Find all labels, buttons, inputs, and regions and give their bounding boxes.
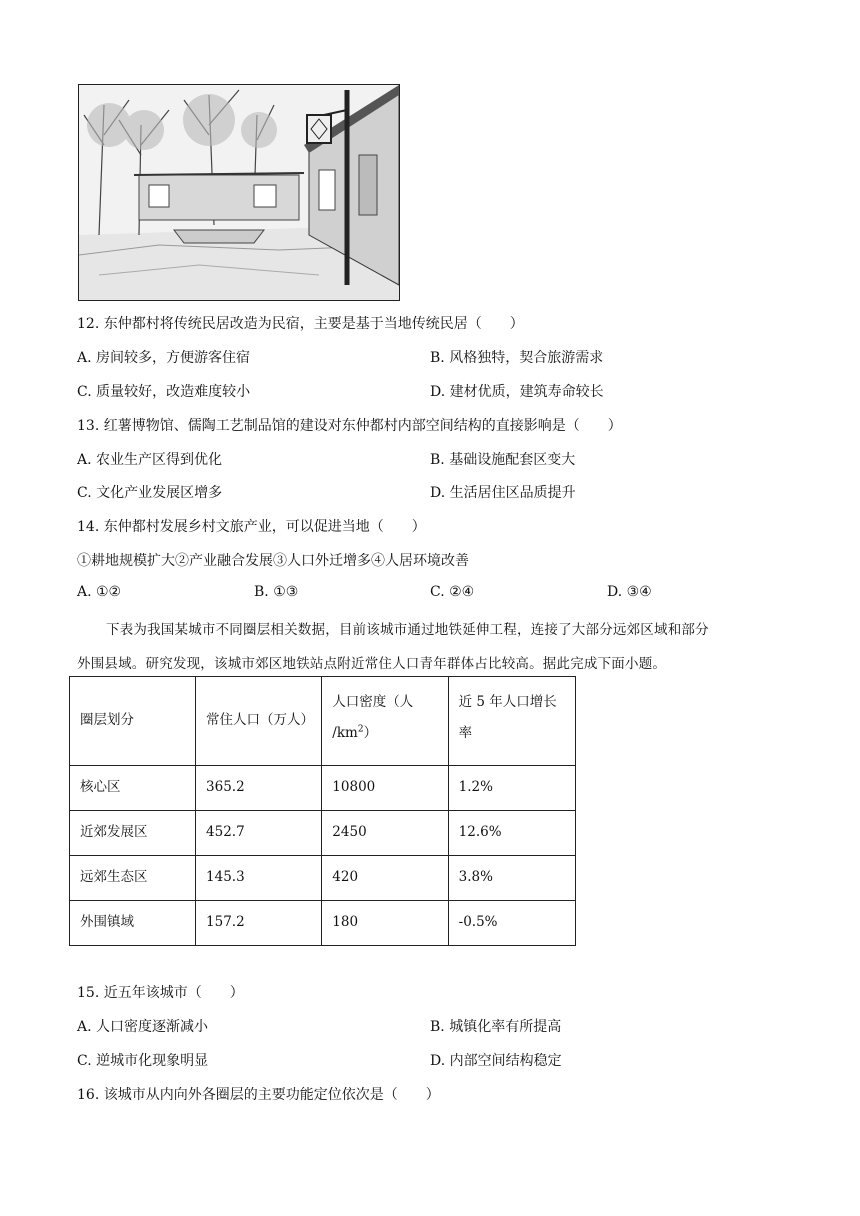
q14-option-b: B. ①③ bbox=[254, 584, 299, 600]
table-row bbox=[70, 901, 576, 946]
q15-option-a: A. 人口密度逐渐减小 bbox=[77, 1019, 209, 1035]
q12-option-c: C. 质量较好，改造难度较小 bbox=[77, 384, 251, 400]
cell-zone: 近郊发展区 bbox=[70, 811, 196, 856]
q14-option-a: A. ①② bbox=[77, 584, 122, 600]
header-growth-rate: 近 5 年人口增长 率 bbox=[448, 677, 575, 766]
cell-growth: -0.5% bbox=[448, 901, 575, 946]
village-courtyard-photo bbox=[78, 84, 400, 301]
cell-population: 452.7 bbox=[196, 811, 322, 856]
q13-option-d: D. 生活居住区品质提升 bbox=[430, 485, 576, 501]
q12-option-d: D. 建材优质，建筑寿命较长 bbox=[430, 384, 604, 400]
cell-population: 145.3 bbox=[196, 856, 322, 901]
cell-growth: 3.8% bbox=[448, 856, 575, 901]
q14-option-c: C. ②④ bbox=[430, 584, 475, 600]
header-density: 人口密度（人 $/km^2$） bbox=[322, 677, 448, 766]
cell-growth: 1.2% bbox=[448, 766, 575, 811]
q15-option-b: B. 城镇化率有所提高 bbox=[430, 1019, 562, 1035]
cell-density: 180 bbox=[322, 901, 448, 946]
question-14-stem: 14. 东仲都村发展乡村文旅产业，可以促进当地（ ） bbox=[77, 519, 426, 535]
question-15-stem: 15. 近五年该城市（ ） bbox=[77, 985, 244, 1001]
cell-growth: 12.6% bbox=[448, 811, 575, 856]
cell-population: 157.2 bbox=[196, 901, 322, 946]
question-14-items: ①耕地规模扩大②产业融合发展③人口外迁增多④人居环境改善 bbox=[77, 553, 469, 569]
table-row bbox=[70, 856, 576, 901]
intro-paragraph-line-2: 外围县域。研究发现，该城市郊区地铁站点附近常住人口青年群体占比较高。据此完成下面小题。 bbox=[77, 656, 667, 672]
q13-option-b: B. 基础设施配套区变大 bbox=[430, 452, 576, 468]
table-row bbox=[70, 766, 576, 811]
cell-zone: 外围镇域 bbox=[70, 901, 196, 946]
q15-option-c: C. 逆城市化现象明显 bbox=[77, 1053, 209, 1069]
table-header-row bbox=[70, 677, 576, 766]
intro-paragraph-line-1: 下表为我国某城市不同圈层相关数据，目前该城市通过地铁延伸工程，连接了大部分远郊区域和部分 bbox=[106, 622, 709, 638]
header-zone: 圈层划分 bbox=[70, 677, 196, 766]
question-16-stem: 16. 该城市从内向外各圈层的主要功能定位依次是（ ） bbox=[77, 1087, 440, 1103]
q14-option-d: D. ③④ bbox=[607, 584, 652, 600]
q12-option-a: A. 房间较多，方便游客住宿 bbox=[77, 350, 251, 366]
header-population: 常住人口（万人） bbox=[196, 677, 322, 766]
question-12-stem: 12. 东仲都村将传统民居改造为民宿，主要是基于当地传统民居（ ） bbox=[77, 316, 524, 332]
question-13-stem: 13. 红薯博物馆、儒陶工艺制品馆的建设对东仲都村内部空间结构的直接影响是（ ） bbox=[77, 418, 622, 434]
urban-zone-data-table bbox=[69, 676, 576, 946]
cell-zone: 核心区 bbox=[70, 766, 196, 811]
q13-option-a: A. 农业生产区得到优化 bbox=[77, 452, 223, 468]
q12-option-b: B. 风格独特，契合旅游需求 bbox=[430, 350, 604, 366]
cell-density: 2450 bbox=[322, 811, 448, 856]
cell-zone: 远郊生态区 bbox=[70, 856, 196, 901]
q15-option-d: D. 内部空间结构稳定 bbox=[430, 1053, 562, 1069]
table-row bbox=[70, 811, 576, 856]
cell-density: 10800 bbox=[322, 766, 448, 811]
q13-option-c: C. 文化产业发展区增多 bbox=[77, 485, 223, 501]
cell-population: 365.2 bbox=[196, 766, 322, 811]
cell-density: 420 bbox=[322, 856, 448, 901]
